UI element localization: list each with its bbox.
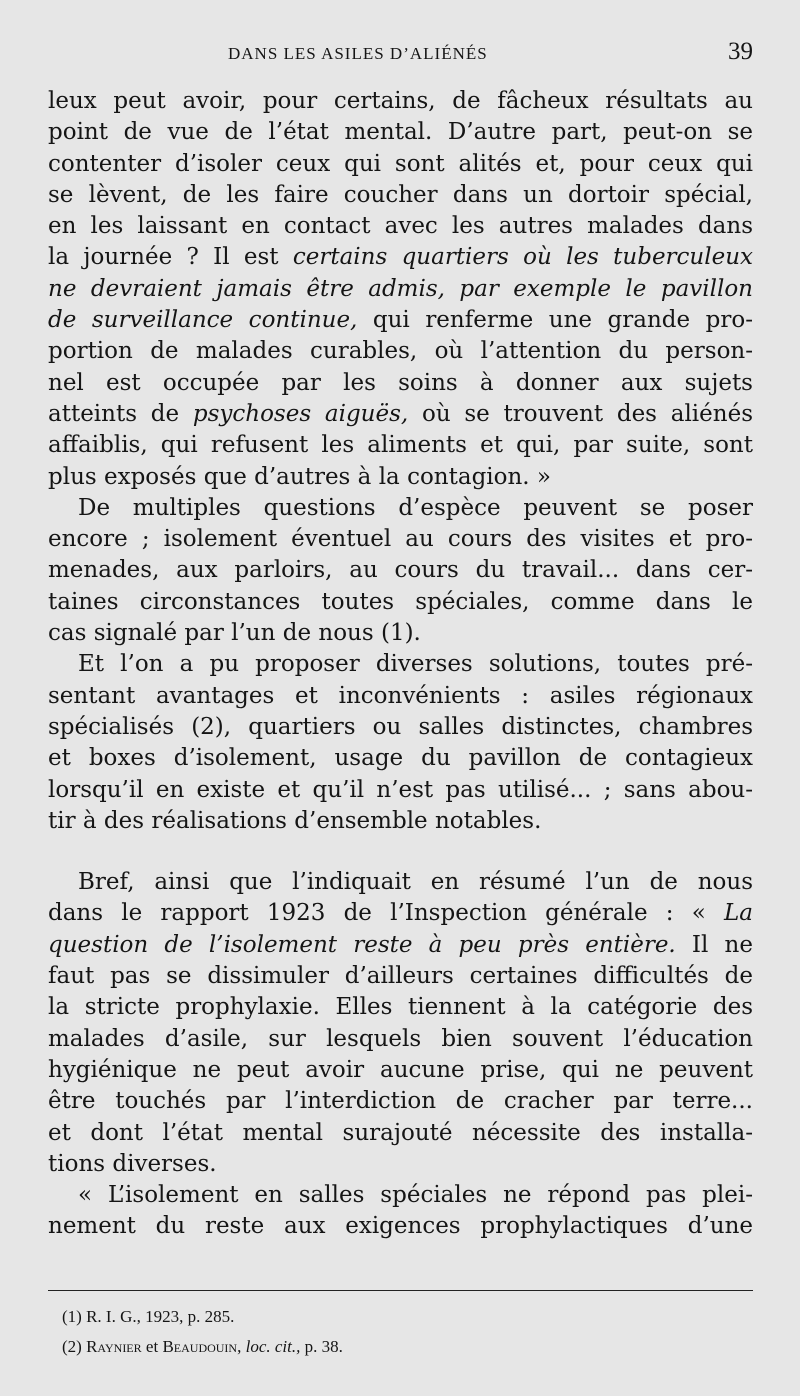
text-line: portion de malades curables, où l’attention du person-: [48, 338, 753, 365]
footnote-2: [62, 1332, 752, 1362]
text-line: lorsqu’il en existe et qu’il n’est pas utilisé... ; sans abou-: [48, 776, 753, 803]
text-line: taines circonstances toutes spéciales, comme dans le: [48, 588, 753, 615]
text-run: la journée ? Il est: [48, 244, 279, 271]
text-line: point de vue de l’état mental. D’autre part, peut-on se: [48, 119, 753, 146]
text-line: sentant avantages et inconvénients : asiles régionaux: [48, 682, 753, 709]
text-line: menades, aux parloirs, au cours du travail... dans cer-: [48, 557, 753, 584]
footnote-text: et: [141, 1337, 163, 1356]
author-name: Beaudouin,: [162, 1337, 242, 1356]
text-line: [48, 399, 753, 430]
italic-run: de surveillance continue,: [48, 307, 358, 334]
text-line: nement du reste aux exigences prophylactiques d’une: [48, 1213, 753, 1240]
author-name: Raynier: [86, 1337, 142, 1356]
text-run: atteints de: [48, 400, 180, 427]
italic-run: psychoses aiguës,: [192, 400, 409, 427]
text-line: affaiblis, qui refusent les aliments et qui, par suite, sont: [48, 432, 753, 459]
text-line-italic: ne devraient jamais être admis, par exemple le pavillon: [48, 275, 753, 302]
text-line: tions diverses.: [48, 1150, 217, 1177]
footnote-divider: [48, 1290, 753, 1291]
text-line: plus exposés que d’autres à la contagion. »: [48, 463, 552, 490]
running-head: [48, 36, 753, 70]
citation-italic: loc. cit.,: [245, 1337, 301, 1356]
text-line: malades d’asile, sur lesquels bien souvent l’éducation: [48, 1025, 753, 1052]
footnotes: [62, 1302, 752, 1362]
text-line: Et l’on a pu proposer diverses solutions, toutes pré-: [78, 651, 753, 678]
text-line: spécialisés (2), quartiers ou salles distinctes, chambres: [48, 713, 753, 740]
text-line: faut pas se dissimuler d’ailleurs certaines difficultés de: [48, 963, 753, 990]
text-line: [48, 930, 753, 961]
body-text: [48, 86, 753, 1243]
italic-run: question de l’isolement reste à peu près entière.: [48, 931, 676, 958]
text-line: encore ; isolement éventuel au cours des visites et pro-: [48, 526, 753, 553]
text-line: nel est occupée par les soins à donner aux sujets: [48, 369, 753, 396]
text-line: être touchés par l’interdiction de cracher par terre...: [48, 1088, 753, 1115]
text-line: [48, 898, 753, 929]
footnote-text: p. 38.: [300, 1337, 343, 1356]
text-line: se lèvent, de les faire coucher dans un dortoir spécial,: [48, 181, 753, 208]
text-line: et boxes d’isolement, usage du pavillon de contagieux: [48, 745, 753, 772]
text-line: « L’isolement en salles spéciales ne répond pas plei-: [78, 1182, 753, 1209]
text-line: hygiénique ne peut avoir aucune prise, qui ne peuvent: [48, 1056, 753, 1083]
text-line: leux peut avoir, pour certains, de fâcheux résultats au: [48, 88, 753, 114]
footnote-number: (2): [62, 1337, 87, 1356]
text-run: Il ne: [675, 931, 753, 958]
text-line: tir à des réalisations d’ensemble notables.: [48, 807, 542, 834]
footnote-1: (1) R. I. G., 1923, p. 285.: [62, 1307, 235, 1326]
italic-run: certains quartiers où les tuberculeux: [278, 244, 753, 271]
text-line: contenter d’isoler ceux qui sont alités et, pour ceux qui: [48, 150, 753, 177]
text-line: la stricte prophylaxie. Elles tiennent à la catégorie des: [48, 994, 753, 1021]
text-line: [48, 305, 753, 336]
italic-run: La: [705, 900, 753, 927]
text-line: [48, 242, 753, 273]
text-line: cas signalé par l’un de nous (1).: [48, 620, 421, 647]
text-run: où se trouvent des aliénés: [408, 400, 753, 427]
text-line: De multiples questions d’espèce peuvent se poser: [78, 494, 753, 521]
page-number: 39: [728, 38, 753, 65]
text-line: et dont l’état mental surajouté nécessite des installa-: [48, 1119, 753, 1146]
text-run: dans le rapport 1923 de l’Inspection générale : «: [48, 900, 706, 927]
running-head-title: DANS LES ASILES D’ALIÉNÉS: [228, 44, 488, 63]
text-line: en les laissant en contact avec les autres malades dans: [48, 213, 753, 240]
text-line: Bref, ainsi que l’indiquait en résumé l’un de nous: [78, 869, 753, 896]
text-run: qui renferme une grande pro-: [357, 307, 753, 334]
